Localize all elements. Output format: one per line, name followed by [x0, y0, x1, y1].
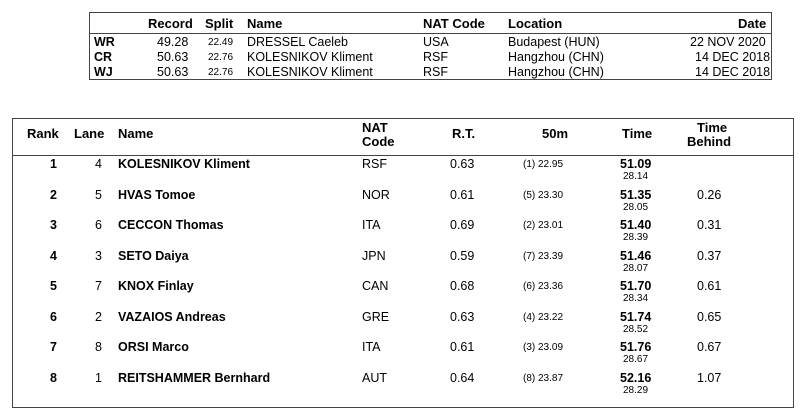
result-reaction-time: 0.61	[450, 188, 475, 202]
result-time: 51.09	[620, 157, 652, 171]
records-table	[89, 12, 772, 80]
result-row	[13, 188, 793, 218]
result-time-behind: 0.31	[697, 218, 722, 232]
result-rank: 4	[50, 249, 57, 263]
result-lane: 8	[95, 340, 102, 354]
result-reaction-time: 0.59	[450, 249, 475, 263]
result-lane: 4	[95, 157, 102, 171]
result-rank: 2	[50, 188, 57, 202]
result-reaction-time: 0.63	[450, 157, 475, 171]
result-lane: 5	[95, 188, 102, 202]
record-date: 14 DEC 2018	[695, 65, 771, 79]
results-table	[12, 118, 794, 408]
result-name: HVAS Tomoe	[118, 188, 196, 202]
result-nat: CAN	[362, 279, 389, 293]
result-50m-split: (1) 22.95	[523, 159, 564, 170]
record-split: 22.76	[208, 52, 234, 63]
record-row	[90, 65, 771, 81]
record-split: 22.49	[208, 37, 234, 48]
result-time-behind: 0.26	[697, 188, 722, 202]
result-second-50: 28.29	[623, 385, 649, 396]
result-rank: 1	[50, 157, 57, 171]
record-type: WJ	[94, 65, 113, 79]
result-nat: JPN	[362, 249, 386, 263]
result-name: REITSHAMMER Bernhard	[118, 371, 271, 385]
result-50m-split: (2) 23.01	[523, 220, 564, 231]
result-lane: 6	[95, 218, 102, 232]
result-second-50: 28.34	[623, 293, 649, 304]
result-row	[13, 218, 793, 248]
result-second-50: 28.39	[623, 232, 649, 243]
record-type: WR	[94, 35, 115, 49]
result-row	[13, 279, 793, 309]
record-location: Hangzhou (CHN)	[508, 65, 604, 79]
records-header-nat-code: NAT Code	[423, 16, 485, 31]
result-second-50: 28.14	[623, 171, 649, 182]
records-header-date: Date	[738, 16, 767, 31]
result-reaction-time: 0.63	[450, 310, 475, 324]
results-header-rt: R.T.	[452, 126, 476, 141]
result-time-behind: 0.65	[697, 310, 722, 324]
result-time-behind: 0.37	[697, 249, 722, 263]
result-rank: 3	[50, 218, 57, 232]
results-header-nat: NAT	[362, 120, 388, 135]
result-time: 51.74	[620, 310, 652, 324]
record-location: Hangzhou (CHN)	[508, 50, 604, 64]
record-row	[90, 35, 771, 51]
record-type: CR	[94, 50, 113, 64]
records-header-divider	[90, 33, 771, 34]
result-row	[13, 157, 793, 187]
result-nat: AUT	[362, 371, 387, 385]
result-second-50: 28.05	[623, 202, 649, 213]
result-lane: 2	[95, 310, 102, 324]
result-time-behind: 1.07	[697, 371, 722, 385]
result-lane: 3	[95, 249, 102, 263]
results-header-divider	[13, 155, 793, 156]
result-time: 51.70	[620, 279, 652, 293]
result-second-50: 28.52	[623, 324, 649, 335]
result-reaction-time: 0.61	[450, 340, 475, 354]
record-time: 50.63	[157, 65, 189, 79]
result-row	[13, 249, 793, 279]
result-row	[13, 340, 793, 370]
result-time: 51.40	[620, 218, 652, 232]
result-rank: 8	[50, 371, 57, 385]
result-second-50: 28.07	[623, 263, 649, 274]
record-time: 49.28	[157, 35, 189, 49]
result-time: 51.46	[620, 249, 652, 263]
record-name: DRESSEL Caeleb	[247, 35, 348, 49]
record-nat: RSF	[423, 65, 448, 79]
result-name: VAZAIOS Andreas	[118, 310, 226, 324]
result-name: KOLESNIKOV Kliment	[118, 157, 250, 171]
result-reaction-time: 0.69	[450, 218, 475, 232]
result-rank: 5	[50, 279, 57, 293]
result-reaction-time: 0.64	[450, 371, 475, 385]
result-name: KNOX Finlay	[118, 279, 194, 293]
result-name: CECCON Thomas	[118, 218, 224, 232]
record-time: 50.63	[157, 50, 189, 64]
result-name: ORSI Marco	[118, 340, 189, 354]
result-50m-split: (8) 23.87	[523, 373, 564, 384]
result-row	[13, 371, 793, 401]
records-header-record: Record	[148, 16, 193, 31]
result-nat: ITA	[362, 340, 381, 354]
results-header-rank: Rank	[27, 126, 59, 141]
records-header-location: Location	[508, 16, 563, 31]
record-name: KOLESNIKOV Kliment	[247, 50, 373, 64]
result-lane: 1	[95, 371, 102, 385]
result-time-behind: 0.67	[697, 340, 722, 354]
result-time: 51.35	[620, 188, 652, 202]
record-split: 22.76	[208, 67, 234, 78]
record-row	[90, 50, 771, 66]
results-header-lane: Lane	[74, 126, 105, 141]
record-location: Budapest (HUN)	[508, 35, 600, 49]
record-date: 14 DEC 2018	[695, 50, 771, 64]
result-reaction-time: 0.68	[450, 279, 475, 293]
result-time-behind: 0.61	[697, 279, 722, 293]
result-second-50: 28.67	[623, 354, 649, 365]
result-50m-split: (6) 23.36	[523, 281, 564, 292]
results-header-name: Name	[118, 126, 154, 141]
result-lane: 7	[95, 279, 102, 293]
result-name: SETO Daiya	[118, 249, 189, 263]
results-header-50m: 50m	[542, 126, 569, 141]
record-nat: RSF	[423, 50, 448, 64]
results-header-time: Time	[622, 126, 653, 141]
record-nat: USA	[423, 35, 449, 49]
record-date: 22 NOV 2020	[690, 35, 766, 49]
result-rank: 7	[50, 340, 57, 354]
result-nat: ITA	[362, 218, 381, 232]
result-time: 52.16	[620, 371, 652, 385]
results-header-time-behind-line2: Behind	[687, 134, 732, 149]
result-time: 51.76	[620, 340, 652, 354]
result-50m-split: (4) 23.22	[523, 312, 564, 323]
records-header-split: Split	[205, 16, 234, 31]
results-header-nat-code: Code	[362, 134, 395, 149]
result-50m-split: (5) 23.30	[523, 190, 564, 201]
result-row	[13, 310, 793, 340]
record-name: KOLESNIKOV Kliment	[247, 65, 373, 79]
result-nat: NOR	[362, 188, 390, 202]
result-nat: GRE	[362, 310, 390, 324]
result-50m-split: (3) 23.09	[523, 342, 564, 353]
results-header-time-behind-line1: Time	[697, 120, 728, 135]
result-50m-split: (7) 23.39	[523, 251, 564, 262]
result-nat: RSF	[362, 157, 387, 171]
result-rank: 6	[50, 310, 57, 324]
records-header-name: Name	[247, 16, 283, 31]
